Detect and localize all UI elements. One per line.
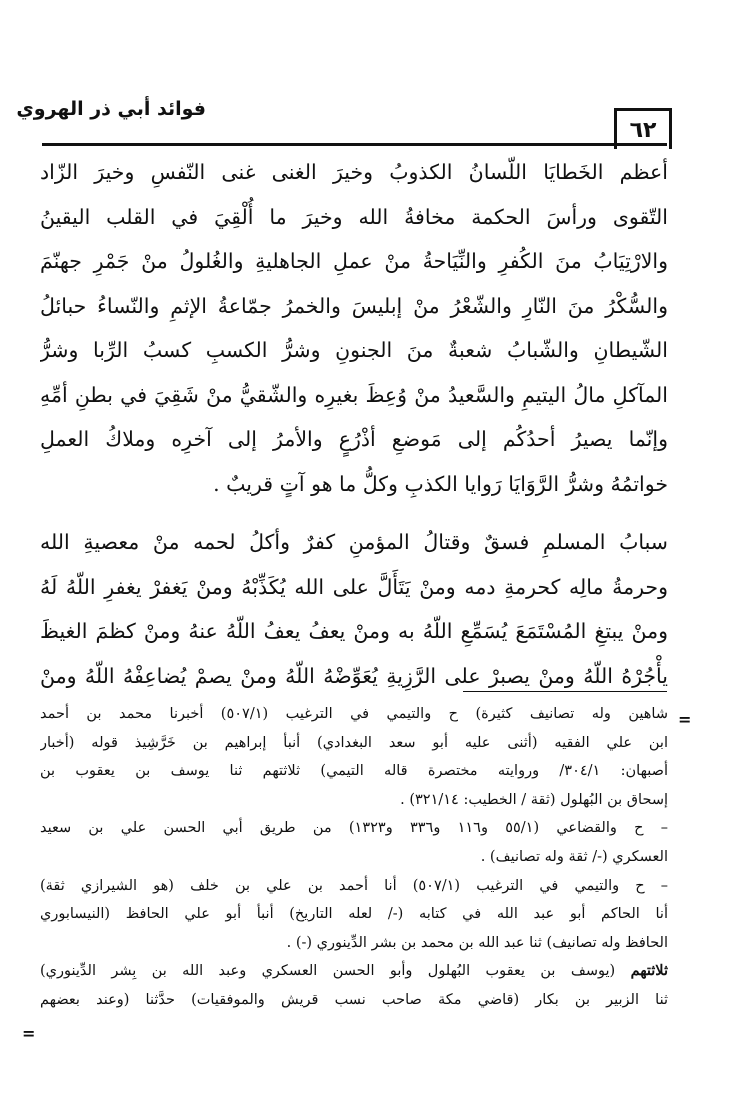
footnote-line: شاهين وله تصانيف كثيرة) ح والتيمي في الترغيب (٥٠٧/١) أخبرنا محمد بن أحمد	[40, 706, 668, 722]
main-text-line: ومنْ يبتغِ المُسْتَمَعَ يُسَمِّعِ اللّهُ به ومنْ يعفُ يعفُ اللّهُ عنهُ ومنْ كظمَ الغيظَ	[40, 619, 668, 643]
main-text-line: سبابُ المسلمِ فسقٌ وقتالُ المؤمنِ كفرٌ وأكلُ لحمه منْ معصيةِ الله	[40, 530, 668, 554]
footnote-line: – ح والتيمي في الترغيب (٥٠٧/١) أنا أحمد بن علي بن خلف (هو الشيرازي ثقة)	[40, 877, 668, 894]
continuation-marker: =	[678, 710, 692, 729]
running-header-title: فوائد أبي ذر الهروي	[16, 98, 206, 120]
main-text-line: وإنّما يصيرُ أحدُكُم إلى مَوضعِ أذْرُعٍ والأمرُ إلى آخرِه وملاكُ العملِ	[40, 427, 668, 451]
footnotes	[40, 700, 668, 1015]
main-text-line: والسُّكْرُ منَ النّارِ والشّعْرُ منْ إبليسَ والخمرُ جمّاعةُ الإثمِ والنّساءُ حبائلُ	[40, 293, 668, 318]
main-text-line: التّقوى ورأسَ الحكمة مخافةُ الله وخيرَ ما أُلْقِيَ في القلب اليقينُ	[40, 204, 668, 229]
main-text-line: يأْجُرْهُ اللّهُ ومنْ يصبرْ على الرَّزِيةِ يُعَوِّضْهُ اللّهُ ومنْ يصمْ يُضاعِفْهُ اللّهُ ومنْ	[40, 663, 668, 688]
main-text-line: خواتمُهُ وشرُّ الرَّوَايَا رَوايا الكذبِ وكلُّ ما هو آتٍ قريبٌ .	[213, 471, 668, 496]
continuation-marker: =	[22, 1024, 36, 1043]
footnote-line: ثنا الزبير بن بكار (قاضي مكة صاحب نسب قريش والموفقيات) حدَّثنا (وعند بعضهم	[40, 991, 668, 1008]
footnote-line: ابن علي الفقيه (أثنى عليه أبو سعد البغدادي) أنبأ إبراهيم بن خَرَّشِيذ قوله (أخبار	[40, 734, 668, 751]
footnote-line: الحافظ وله تصانيف) ثنا عبد الله بن محمد بن بشر الدِّينوري (-) .	[286, 934, 668, 951]
main-text	[40, 150, 668, 698]
main-text-line: أعظم الخَطايَا اللّسانُ الكذوبُ وخيرَ الغنى غنى النّفسِ وخيرَ الزّاد	[40, 160, 668, 184]
footnote-line: أصبهان: ٣٠٤/١/ وروايته مختصرة قاله التيمي) ثلاثتهم ثنا يوسف بن يعقوب بن	[40, 763, 668, 780]
header-rule	[42, 143, 667, 146]
main-text-line: والارْتِيَابُ منَ الكُفرِ والنِّيَاحةُ منْ عملِ الجاهليةِ والغُلولُ منْ جَمْرِ جهنّمَ	[40, 249, 668, 273]
footnote-label: ثلاثتهم	[630, 962, 668, 980]
footnote-line: إسحاق بن البُهلول (ثقة / الخطيب: ٣٢١/١٤) .	[400, 791, 668, 808]
paragraph-gap	[40, 506, 668, 520]
footnote-line: – ح والقضاعي (٥٥/١ و١١٦ و٣٣٦ و١٣٢٣) من طريق أبي الحسن علي بن سعيد	[40, 820, 668, 837]
footnote-line: العسكري (-/ ثقة وله تصانيف) .	[480, 848, 668, 865]
footnote-separator	[463, 691, 667, 692]
footnote-line-text: (يوسف بن يعقوب البُهلول وأبو الحسن العسكري وعبد الله بن بِشر الدِّينوري)	[40, 963, 631, 980]
main-text-line: المآكلِ مالُ اليتيمِ والسَّعيدُ منْ وُعِظَ بغيرِه والشّقيُّ منْ شَقِيَ في بطنِ أمِّهِ	[40, 382, 668, 407]
main-text-line: وحرمةُ مالِه كحرمةِ دمه ومنْ يَتَأَلَّ على الله يُكَذِّبْهُ ومنْ يَغفرْ يغفرِ اللّهُ لَهُ	[40, 574, 668, 599]
main-text-line: الشّيطانِ والشّبابُ شعبةٌ منَ الجنونِ وشرُّ الكسبِ كسبُ الرِّبا وشرُّ	[40, 338, 668, 362]
footnote-line: أنا الحاكم أبو عبد الله في كتابه (-/ لعله التاريخ) أنبأ أبو علي الحافظ (النيسابوري	[40, 906, 668, 923]
footnote-line	[40, 957, 668, 986]
page-number: ٦٢	[629, 117, 657, 143]
